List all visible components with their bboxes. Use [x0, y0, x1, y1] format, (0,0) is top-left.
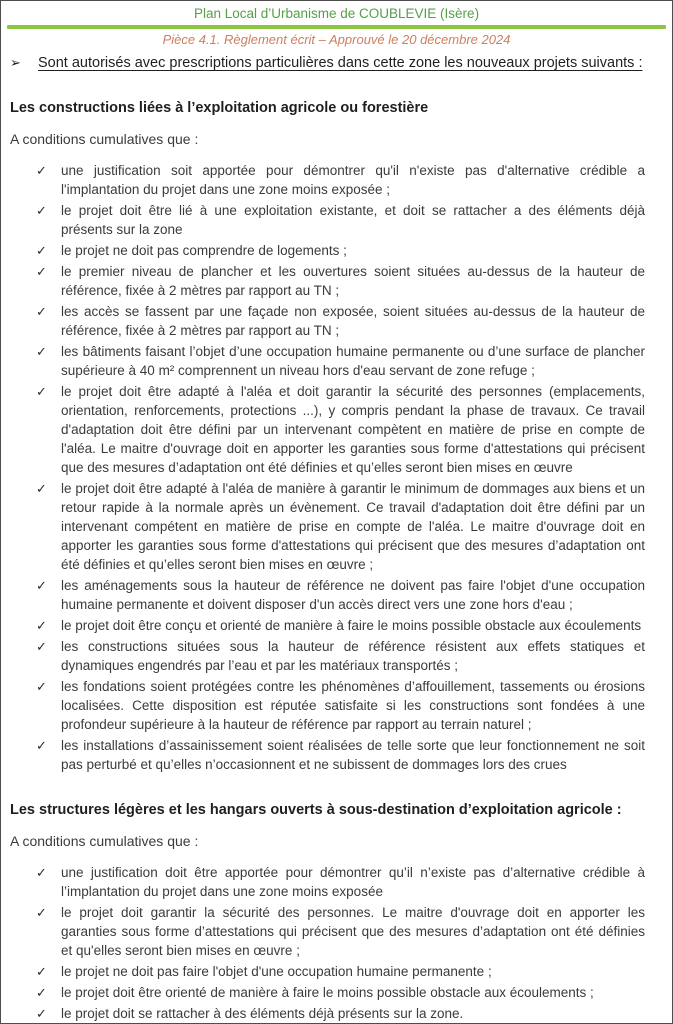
- condition-item: [36, 302, 645, 340]
- condition-text: le projet doit être lié à une exploitation existante, et doit se rattacher a des éléments déjà présents sur la zone: [61, 203, 645, 237]
- intro-text: Sont autorisés avec prescriptions particulières dans cette zone les nouveaux projets suivants :: [38, 55, 643, 71]
- condition-item: [36, 576, 645, 614]
- condition-item: [36, 863, 645, 901]
- condition-item: [36, 201, 645, 239]
- check-icon: ✓: [36, 203, 47, 218]
- section-heading: Les structures légères et les hangars ouverts à sous-destination d’exploitation agricole :: [10, 802, 622, 818]
- condition-text: les accès se fassent par une façade non exposée, soient situées au-dessus de la hauteur de référence, fixée à 2 mètres par rapport au TN ;: [61, 304, 645, 338]
- check-icon: ✓: [36, 639, 47, 654]
- check-icon: ✓: [36, 964, 47, 979]
- condition-item: [36, 1004, 645, 1023]
- condition-text: le projet doit être adapté à l'aléa de manière à garantir le minimum de dommages aux biens et un retour rapide à la normale après un évènement. Ce travail d'adaptation doit être défini par un intervenant compétent en matière de prise en compte de l'aléa. Le maitre d'ouvrage doit en apporter les garanties sous forme d'attestations qui précisent que des mesures d’adaptation ont été définies et qu’elles seront bien mises en œuvre ;: [61, 481, 645, 572]
- condition-item: [36, 962, 645, 981]
- condition-item: [36, 637, 645, 675]
- intro-line: [10, 54, 645, 72]
- check-icon: ✓: [36, 1006, 47, 1021]
- condition-item: [36, 241, 645, 260]
- condition-item: [36, 903, 645, 960]
- condition-item: [36, 736, 645, 774]
- check-icon: ✓: [36, 243, 47, 258]
- condition-text: une justification doit être apportée pour démontrer qu’il n’existe pas d’alternative crédible à l’implantation du projet dans une zone moins exposée: [61, 865, 645, 899]
- check-icon: ✓: [36, 481, 47, 496]
- condition-item: [36, 983, 645, 1002]
- check-icon: ✓: [36, 865, 47, 880]
- condition-text: une justification soit apportée pour démontrer qu'il n'existe pas d'alternative crédible a l'implantation du projet dans une zone moins exposée ;: [61, 163, 645, 197]
- condition-text: le projet doit se rattacher à des éléments déjà présents sur la zone.: [61, 1006, 464, 1021]
- condition-text: les fondations soient protégées contre les phénomènes d’affouillement, tassements ou érosions localisées. Cette disposition est réputée satisfaite si les constructions sont fondées à une profondeur supérieure à la hauteur de référence par rapport au terrain naturel ;: [61, 679, 645, 732]
- condition-text: le projet doit garantir la sécurité des personnes. Le maitre d'ouvrage doit en apporter les garanties sous forme d’attestations qui précisent que des mesures d’adaptation ont été définies et qu'elles seront bien mises en œuvre ;: [61, 905, 645, 958]
- conditions-label: A conditions cumulatives que :: [10, 131, 199, 147]
- check-icon: ✓: [36, 163, 47, 178]
- sections: [10, 99, 645, 1023]
- check-icon: ✓: [36, 679, 47, 694]
- condition-text: les bâtiments faisant l’objet d’une occupation humaine permanente ou d’une surface de plancher supérieure à 40 m² comprennent un niveau hors d'eau servant de zone refuge ;: [61, 344, 645, 378]
- condition-item: [36, 382, 645, 477]
- rule-section: [10, 801, 645, 1023]
- conditions-label: A conditions cumulatives que :: [10, 833, 199, 849]
- check-icon: ✓: [36, 344, 47, 359]
- condition-text: les installations d’assainissement soient réalisées de telle sorte que leur fonctionnement ne soit pas perturbé et qu’elles n’occasionnent et ne subissent de dommages lors des crues: [61, 738, 645, 772]
- condition-text: les aménagements sous la hauteur de référence ne doivent pas faire l'objet d'une occupation humaine permanente et doivent disposer d'un accès direct vers une zone hors d'eau ;: [61, 578, 645, 612]
- condition-list: [36, 863, 645, 1023]
- condition-item: [36, 161, 645, 199]
- condition-text: le projet doit être orienté de manière à faire le moins possible obstacle aux écoulements ;: [61, 985, 594, 1000]
- document-header: [6, 1, 667, 47]
- document-title: Plan Local d’Urbanisme de COUBLEVIE (Isère): [193, 6, 480, 21]
- condition-item: [36, 616, 645, 635]
- condition-item: [36, 262, 645, 300]
- check-icon: ✓: [36, 738, 47, 753]
- check-icon: ✓: [36, 905, 47, 920]
- condition-item: [36, 342, 645, 380]
- document-subtitle: Pièce 4.1. Règlement écrit – Approuvé le 20 décembre 2024: [162, 32, 511, 47]
- check-icon: ✓: [36, 578, 47, 593]
- condition-text: les constructions situées sous la hauteur de référence résistent aux effets statiques et dynamiques engendrés par l’eau et par les matériaux transportés ;: [61, 639, 645, 673]
- check-icon: ✓: [36, 618, 47, 633]
- check-icon: ✓: [36, 304, 47, 319]
- section-heading: Les constructions liées à l’exploitation agricole ou forestière: [10, 100, 429, 116]
- condition-text: le projet doit être adapté à l'aléa et doit garantir la sécurité des personnes (emplacements, orientation, renforcements, protections ...), y compris pendant la phase de travaux. Ce travail d'adaptation doit être défini par un intervenant compètent en matière de prise en compte de l'aléa. Le maitre d'ouvrage doit en apporter les garanties sous forme d'attestations qui précisent que des mesures d’adaptation ont été définies et qu’elles seront bien mises en œuvre: [61, 384, 645, 475]
- condition-item: [36, 479, 645, 574]
- condition-text: le projet ne doit pas comprendre de logements ;: [61, 243, 347, 258]
- arrow-bullet-icon: ➢: [10, 55, 21, 70]
- check-icon: ✓: [36, 264, 47, 279]
- header-rule: [7, 25, 666, 29]
- condition-item: [36, 677, 645, 734]
- condition-text: le premier niveau de plancher et les ouvertures soient situées au-dessus de la hauteur de référence, fixée à 2 mètres par rapport au TN ;: [61, 264, 645, 298]
- condition-list: [36, 161, 645, 774]
- rule-section: [10, 99, 645, 774]
- check-icon: ✓: [36, 384, 47, 399]
- check-icon: ✓: [36, 985, 47, 1000]
- condition-text: le projet ne doit pas faire l'objet d'une occupation humaine permanente ;: [61, 964, 492, 979]
- condition-text: le projet doit être conçu et orienté de manière à faire le moins possible obstacle aux écoulements: [61, 618, 642, 633]
